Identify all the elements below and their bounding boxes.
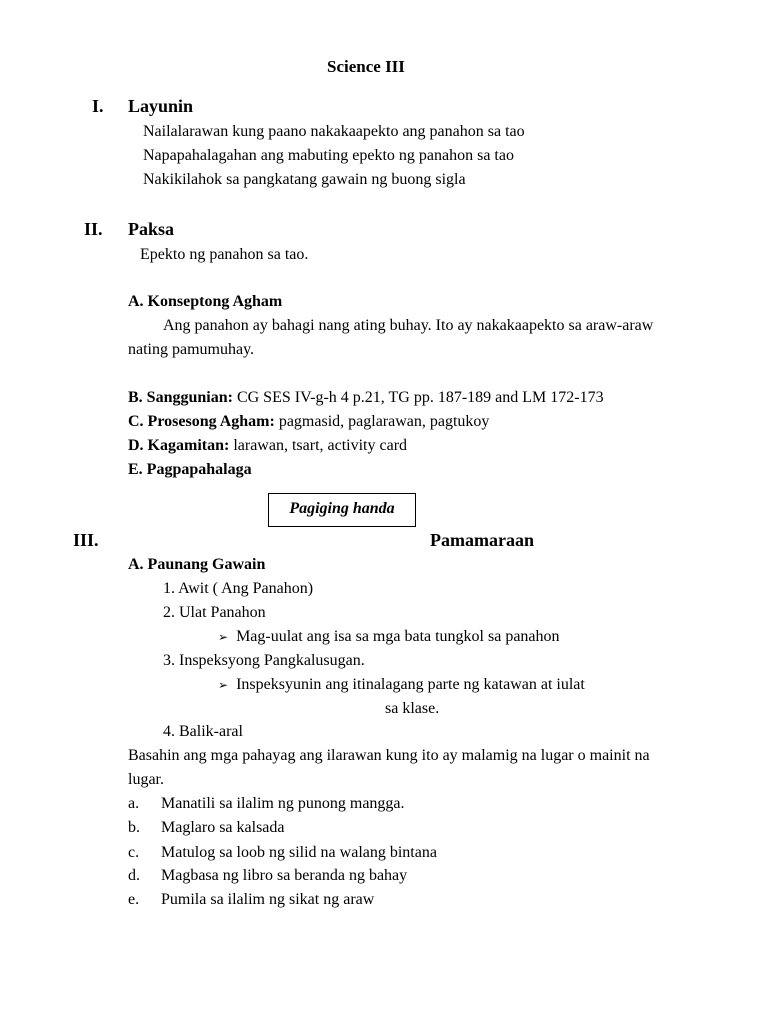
arrowhead-bullet-icon: ➢ <box>218 678 229 692</box>
choice-letter: b. <box>128 819 140 836</box>
choice-text: Pumila sa ilalim ng sikat ng araw <box>161 891 375 908</box>
step-item: 4. Balik-aral <box>163 723 243 740</box>
value-box <box>268 493 416 527</box>
materials-line <box>128 436 407 456</box>
step-item: 1. Awit ( Ang Panahon) <box>163 580 314 597</box>
choice-letter: c. <box>128 844 140 861</box>
bullet-line <box>218 675 585 695</box>
reference-text: CG SES IV-g-h 4 p.21, TG pp. 187-189 and LM 172-173 <box>232 389 604 406</box>
values-label: E. Pagpapahalaga <box>128 461 252 478</box>
preliminary-activity-label: A. Paunang Gawain <box>128 556 266 573</box>
objective-item: Nakikilahok sa pangkatang gawain ng buong sigla <box>143 171 466 188</box>
bullet-line <box>218 627 560 647</box>
objective-item: Napapahalagahan ang mabuting epekto ng panahon sa tao <box>143 147 514 164</box>
concept-text-line-2: nating pamumuhay. <box>128 341 255 358</box>
arrowhead-bullet-icon: ➢ <box>218 630 229 644</box>
process-line <box>128 412 489 432</box>
value-box-text: Pagiging handa <box>289 500 395 517</box>
choice-letter: e. <box>128 891 140 908</box>
bullet-text-continued: sa klase. <box>385 700 440 717</box>
section-3-number: III. <box>73 530 99 550</box>
page-title: Science III <box>327 57 405 76</box>
section-2-heading: Paksa <box>128 219 175 239</box>
materials-label: D. Kagamitan: <box>128 437 230 454</box>
subsection-a-label: A. Konseptong Agham <box>128 293 283 310</box>
choice-text: Manatili sa ilalim ng punong mangga. <box>161 795 405 812</box>
choice-letter: d. <box>128 867 140 884</box>
bullet-text: Inspeksyunin ang itinalagang parte ng katawan at iulat <box>236 676 585 693</box>
process-label: C. Prosesong Agham: <box>128 413 275 430</box>
objective-item: Nailalarawan kung paano nakakaapekto ang panahon sa tao <box>143 123 525 140</box>
choice-text: Magbasa ng libro sa beranda ng bahay <box>161 867 408 884</box>
materials-text: larawan, tsart, activity card <box>229 437 408 454</box>
instruction-line-1: Basahin ang mga pahayag ang ilarawan kung ito ay malamig na lugar o mainit na <box>128 747 650 764</box>
reference-label: B. Sanggunian: <box>128 389 233 406</box>
section-2-number: II. <box>84 219 103 239</box>
section-3-heading: Pamamaraan <box>430 530 534 550</box>
choice-text: Maglaro sa kalsada <box>161 819 285 836</box>
choice-letter: a. <box>128 795 140 812</box>
process-text: pagmasid, paglarawan, pagtukoy <box>274 413 490 430</box>
reference-line <box>128 388 604 408</box>
section-1-heading: Layunin <box>128 96 194 116</box>
topic-text: Epekto ng panahon sa tao. <box>140 246 309 263</box>
section-1-number: I. <box>92 96 104 116</box>
step-item: 3. Inspeksyong Pangkalusugan. <box>163 652 365 669</box>
concept-text-line-1: Ang panahon ay bahagi nang ating buhay. Ito ay nakakaapekto sa araw-araw <box>163 317 654 334</box>
instruction-line-2: lugar. <box>128 771 164 788</box>
bullet-text: Mag-uulat ang isa sa mga bata tungkol sa panahon <box>236 628 560 645</box>
step-item: 2. Ulat Panahon <box>163 604 266 621</box>
choice-text: Matulog sa loob ng silid na walang bintana <box>161 844 437 861</box>
